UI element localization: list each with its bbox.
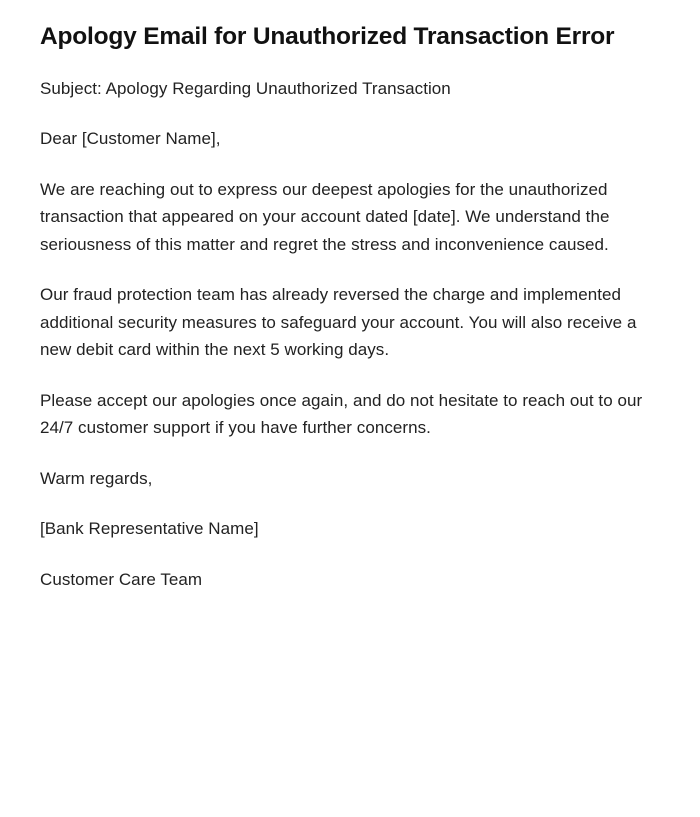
email-body-paragraph-3: Please accept our apologies once again, and do not hesitate to reach out to our 24/7 customer support if you have further concerns.: [40, 390, 643, 438]
email-signature-team: Customer Care Team: [40, 570, 203, 589]
email-signature-name: [Bank Representative Name]: [40, 519, 259, 539]
page-title: Apology Email for Unauthorized Transaction Error: [40, 23, 615, 50]
email-body-paragraph-2: Our fraud protection team has already reversed the charge and implemented additional security measures to safeguard your account. You will also receive a new debit card within the next 5 working days.: [40, 285, 637, 360]
email-subject-line: Subject: Apology Regarding Unauthorized Transaction: [40, 78, 451, 98]
email-body-paragraph-1: We are reaching out to express our deepest apologies for the unauthorized transaction that appeared on your account dated [date]. We understand the seriousness of this matter and regret the stress and inconvenience caused.: [40, 179, 610, 254]
email-closing: Warm regards,: [40, 468, 153, 488]
email-salutation: Dear [Customer Name],: [40, 129, 221, 149]
